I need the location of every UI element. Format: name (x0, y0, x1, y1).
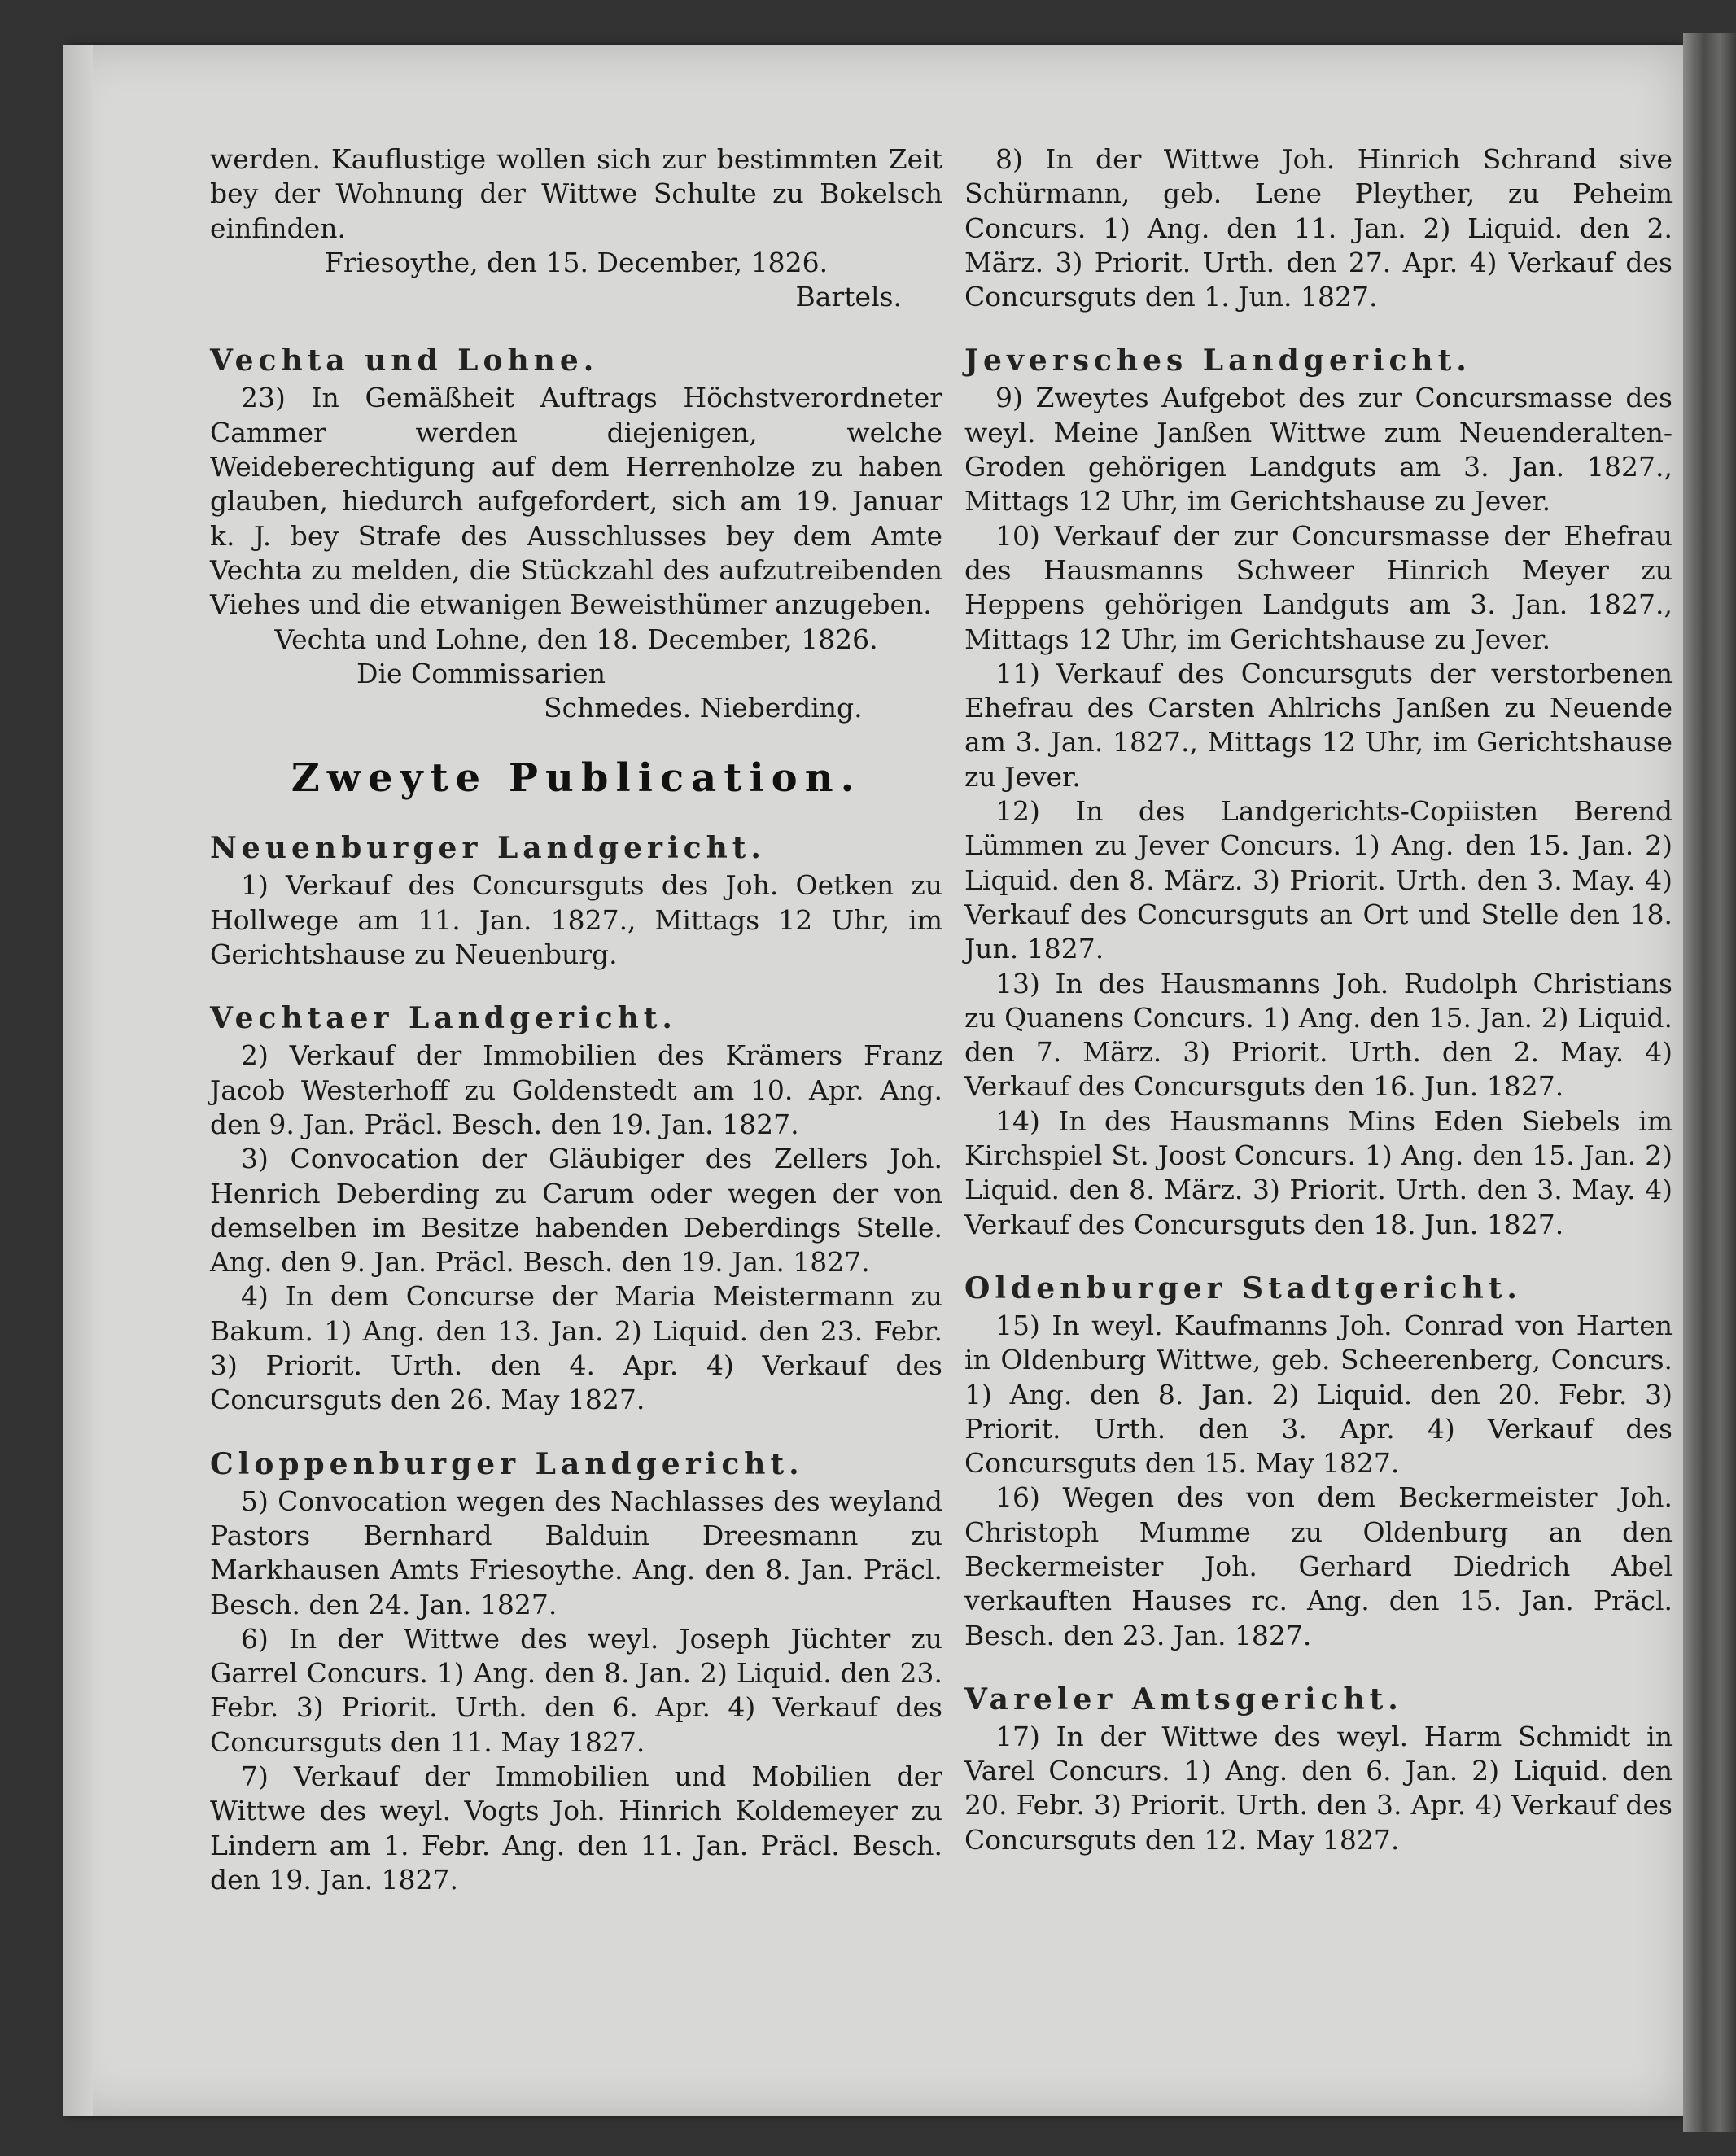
notice-13: 13) In des Hausmanns Joh. Rudolph Christians zu Quanens Concurs. 1) Ang. den 15. Jan. 2) Liquid. den 7. März. 3) Priorit. Urth. den 2. May. 4) Verkauf des Concursguts den 16. Jun. 1827. (964, 967, 1673, 1103)
notice-17: 17) In der Wittwe des weyl. Harm Schmidt in Varel Concurs. 1) Ang. den 6. Jan. 2) Liquid. den 20. Febr. 3) Priorit. Urth. den 3. Apr. 4) Verkauf des Concursguts den 12. May 1827. (964, 1720, 1673, 1856)
signature-names: Schmedes. Nieberding. (544, 692, 863, 724)
notice-2: 2) Verkauf der Immobilien des Krämers Franz Jacob Westerhoff zu Goldenstedt am 10. Apr. Ang. den 9. Jan. Präcl. Besch. den 19. Jan. 1827. (210, 1039, 942, 1140)
book-spine-edge (1683, 33, 1736, 2132)
notice-3: 3) Convocation der Gläubiger des Zellers Joh. Henrich Deberding zu Carum oder wegen der von demselben im Besitze habenden Deberdings Stelle. Ang. den 9. Jan. Präcl. Besch. den 19. Jan. 1827. (210, 1143, 942, 1279)
notice-9: 9) Zweytes Aufgebot des zur Concursmasse des weyl. Meine Janßen Wittwe zum Neuenderalten-Groden gehörigen Landguts am 3. Jan. 1827., Mittags 12 Uhr, im Gerichtshause zu Jever. (964, 382, 1673, 518)
notice-6: 6) In der Wittwe des weyl. Joseph Jüchter zu Garrel Concurs. 1) Ang. den 8. Jan. 2) Liquid. den 23. Febr. 3) Priorit. Urth. den 6. Apr. 4) Verkauf des Concursguts den 11. May 1827. (210, 1622, 942, 1758)
notice-1: 1) Verkauf des Concursguts des Joh. Oetken zu Hollwege am 11. Jan. 1827., Mittags 12 Uhr, im Gerichtshause zu Neuenburg. (210, 869, 942, 971)
place-date-line: Vechta und Lohne, den 18. December, 1826. (274, 623, 878, 655)
section-heading-vechta: Vechta und Lohne. (210, 343, 599, 378)
notice-14: 14) In des Hausmanns Mins Eden Siebels im Kirchspiel St. Joost Concurs. 1) Ang. den 15. Jan. 2) Liquid. den 8. März. 3) Priorit. Urth. den 3. May. 4) Verkauf des Concursguts den 18. Jun. 1827. (964, 1104, 1673, 1240)
notice-12: 12) In des Landgerichts-Copiisten Berend Lümmen zu Jever Concurs. 1) Ang. den 15. Jan. 2) Liquid. den 8. März. 3) Priorit. Urth. den 3. May. 4) Verkauf des Concursguts an Ort und Stelle den 18. Jun. 1827. (964, 795, 1673, 965)
notice-15: 15) In weyl. Kaufmanns Joh. Conrad von Harten in Oldenburg Wittwe, geb. Scheerenberg, Concurs. 1) Ang. den 8. Jan. 2) Liquid. den 20. Febr. 3) Priorit. Urth. den 3. Apr. 4) Verkauf des Concursguts den 15. May 1827. (964, 1309, 1673, 1480)
section-heading-varel: Vareler Amtsgericht. (964, 1682, 1403, 1716)
notice-23: 23) In Gemäßheit Auftrags Höchstverordneter Cammer werden diejenigen, welche Weideberechtigung auf dem Herrenholze zu haben glauben, hiedurch aufgefordert, sich am 19. Januar k. J. bey Strafe des Ausschlusses bey dem Amte Vechta zu melden, die Stückzahl des aufzutreibenden Viehes und die etwanigen Beweisthümer anzugeben. (210, 382, 942, 621)
page-left-margin (63, 45, 93, 2116)
right-column (964, 142, 1673, 1857)
place-date-line: Friesoythe, den 15. December, 1826. (324, 246, 829, 278)
section-heading-jever: Jeversches Landgericht. (964, 343, 1471, 378)
section-heading-oldenburg: Oldenburger Stadtgericht. (964, 1270, 1522, 1305)
section-heading-cloppenburg: Cloppenburger Landgericht. (210, 1446, 804, 1481)
publication-title: Zweyte Publication. (291, 755, 862, 802)
section-heading-vechtaer: Vechtaer Landgericht. (210, 1001, 677, 1036)
notice-5: 5) Convocation wegen des Nachlasses des weyland Pastors Bernhard Balduin Dreesmann zu Markhausen Amts Friesoythe. Ang. den 8. Jan. Präcl. Besch. den 24. Jan. 1827. (210, 1485, 942, 1620)
notice-4: 4) In dem Concurse der Maria Meistermann zu Bakum. 1) Ang. den 13. Jan. 2) Liquid. den 23. Febr. 3) Priorit. Urth. den 4. Apr. 4) Verkauf des Concursguts den 26. May 1827. (210, 1280, 942, 1416)
paragraph-continuation: werden. Kauflustige wollen sich zur bestimmten Zeit bey der Wohnung der Wittwe Schulte zu Bokelsch einfinden. (210, 143, 942, 244)
left-column (210, 142, 942, 1897)
notice-11: 11) Verkauf des Concursguts der verstorbenen Ehefrau des Carsten Ahlrichs Janßen zu Neuende am 3. Jan. 1827., Mittags 12 Uhr, im Gerichtshause zu Jever. (964, 657, 1673, 793)
section-heading-neuenburg: Neuenburger Landgericht. (210, 831, 766, 866)
notice-10: 10) Verkauf der zur Concursmasse der Ehefrau des Hausmanns Schweer Hinrich Meyer zu Heppens gehörigen Landguts am 3. Jan. 1827., Mittags 12 Uhr, im Gerichtshause zu Jever. (964, 519, 1673, 655)
notice-16: 16) Wegen des von dem Beckermeister Joh. Christoph Mumme zu Oldenburg an den Beckermeister Joh. Gerhard Diedrich Abel verkauften Hauses rc. Ang. den 15. Jan. Präcl. Besch. den 23. Jan. 1827. (964, 1481, 1673, 1651)
notice-8: 8) In der Wittwe Joh. Hinrich Schrand sive Schürmann, geb. Lene Pleyther, zu Peheim Concurs. 1) Ang. den 11. Jan. 2) Liquid. den 2. März. 3) Priorit. Urth. den 27. Apr. 4) Verkauf des Concursguts den 1. Jun. 1827. (964, 143, 1673, 313)
signature-title: Die Commissarien (356, 657, 606, 689)
notice-7: 7) Verkauf der Immobilien und Mobilien der Wittwe des weyl. Vogts Joh. Hinrich Koldemeyer zu Lindern am 1. Febr. Ang. den 11. Jan. Präcl. Besch. den 19. Jan. 1827. (210, 1760, 942, 1896)
signature: Bartels. (795, 281, 902, 313)
